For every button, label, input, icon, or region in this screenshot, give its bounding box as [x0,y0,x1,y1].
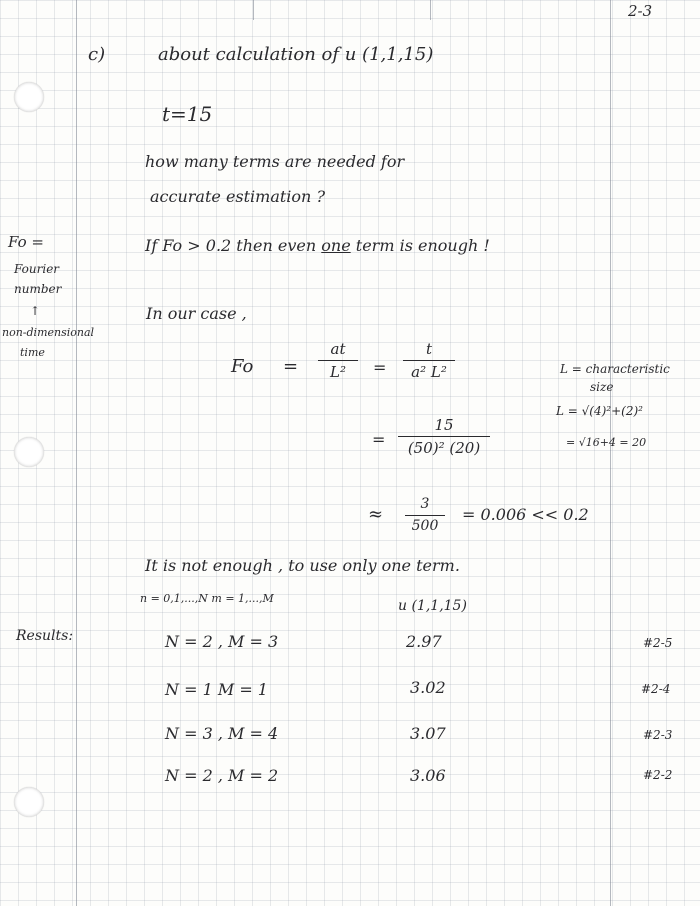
side-fourier: Fourier [14,262,60,276]
L-note-line-1: L = characteristic [560,362,670,376]
L-note-line-4: = √16+4 = 20 [566,436,647,449]
fraction-2-bar [403,360,455,361]
fraction-4-bar [405,515,445,516]
fraction-2 [403,340,455,381]
side-arrow: ↑ [30,304,41,318]
fraction-1-bar [318,360,358,361]
column-header: u (1,1,15) [398,598,467,614]
row-ref: #2-2 [643,768,673,782]
results-label: Results: [16,628,74,644]
fraction-4 [405,496,445,535]
row-ref: #2-4 [641,682,671,696]
side-non-dimensional: non-dimensional [2,326,95,339]
L-note-line-3: L = √(4)²+(2)² [556,404,643,418]
left-margin-line [76,0,77,906]
formula-lhs: Fo [231,356,254,377]
fraction-2-num: t [425,340,433,358]
condition-underlined: one [321,236,351,255]
row-value: 3.07 [410,724,446,743]
condition-line [145,236,490,255]
right-margin-line [610,0,611,906]
formula-approx: ≈ [368,504,384,525]
question-line-1: how many terms are needed for [145,152,405,171]
formula-eq-2: = [373,358,387,377]
row-params: N = 2 , M = 3 [165,632,279,651]
fraction-4-num: 3 [420,496,430,512]
top-rule-line-2 [430,0,431,20]
row-params: N = 3 , M = 4 [165,724,279,743]
heading: about calculation of u (1,1,15) [158,44,434,65]
side-number: number [14,282,62,296]
formula-eq-3: = [372,430,386,449]
L-note-line-2: size [590,380,614,394]
row-value: 3.06 [410,766,446,785]
page-label: 2-3 [628,2,653,20]
fraction-1 [318,340,358,381]
fraction-3-num: 15 [434,416,454,434]
row-params: N = 2 , M = 2 [165,766,279,785]
side-time: time [20,346,45,359]
fraction-1-den: L² [330,363,346,381]
t-value: t=15 [162,102,213,126]
row-value: 2.97 [406,632,442,651]
punch-hole-bottom [14,787,44,817]
condition-suffix: term is enough ! [355,236,490,255]
fraction-1-num: at [330,340,346,358]
side-fo-def: Fo = [8,233,44,251]
formula-result: = 0.006 << 0.2 [462,505,589,524]
top-rule-line-1 [253,0,254,20]
row-params: N = 1 M = 1 [165,680,268,699]
row-ref: #2-5 [643,636,673,650]
in-our-case: In our case , [146,304,247,323]
section-marker: c) [88,44,106,65]
punch-hole-middle [14,437,44,467]
formula-eq-1: = [283,356,299,377]
punch-hole-top [14,82,44,112]
fraction-4-den: 500 [411,517,439,534]
question-line-2: accurate estimation ? [150,187,326,206]
index-ranges: n = 0,1,...,N m = 1,...,M [140,592,274,605]
row-ref: #2-3 [643,728,673,742]
fraction-3-bar [398,436,490,437]
fraction-2-den: a² L² [411,363,447,381]
condition-prefix: If Fo > 0.2 then even [145,236,317,255]
row-value: 3.02 [410,678,446,697]
conclusion: It is not enough , to use only one term. [145,556,460,575]
fraction-3-den: (50)² (20) [407,439,481,457]
fraction-3 [398,416,490,457]
